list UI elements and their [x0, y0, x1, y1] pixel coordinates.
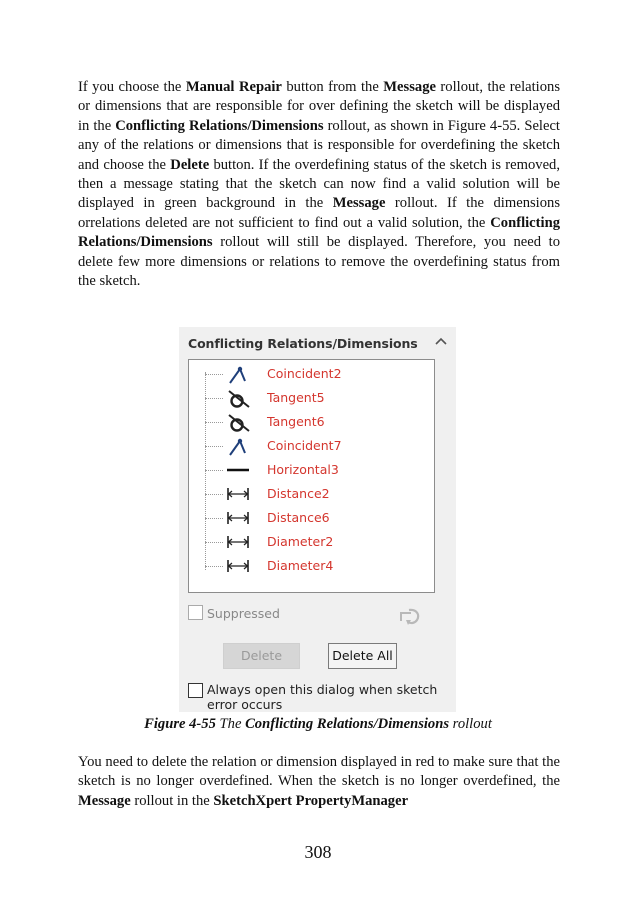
- tangent-icon: [225, 411, 265, 433]
- list-item[interactable]: [205, 531, 425, 553]
- text-run: button. If the overdefining status of the sketch is removed, then a message stating that the sketch can now find a valid solution will be displayed in green background in the: [78, 156, 560, 212]
- distance-icon: [225, 555, 265, 577]
- item-label: Horizontal3: [267, 462, 339, 477]
- bold-term: Conflicting Relations/Dimensions: [245, 716, 450, 732]
- item-label: Tangent6: [267, 414, 325, 429]
- coincident-icon: [225, 435, 265, 457]
- item-label: Coincident7: [267, 438, 342, 453]
- figure-caption: Figure 4-55 The Conflicting Relations/Dimensions rollout: [144, 716, 492, 732]
- bold-term: Message: [383, 79, 436, 95]
- item-label: Distance6: [267, 510, 330, 525]
- bold-term: Conflicting Relations/Dimensions: [115, 117, 324, 134]
- item-label: Coincident2: [267, 366, 342, 381]
- page-number: 308: [304, 842, 332, 862]
- text-run: button from the: [281, 79, 384, 95]
- rollout-title: Conflicting Relations/Dimensions: [188, 336, 418, 351]
- text-run: You need to delete the relation or dimension displayed in red to make sure that the sketch is no longer overdefined. When the sketch is no longer overdefined, the: [78, 754, 560, 790]
- horizontal-icon: [225, 459, 265, 481]
- delete-button[interactable]: Delete: [223, 643, 300, 669]
- relations-list[interactable]: [188, 359, 435, 593]
- item-label: Diameter4: [267, 558, 334, 573]
- tangent-icon: [225, 387, 265, 409]
- text-run: If you choose the: [78, 79, 186, 95]
- bold-term: Conflicting Relations/Dimensions: [78, 214, 560, 251]
- suppressed-label: Suppressed: [207, 606, 280, 621]
- item-label: Tangent5: [267, 390, 325, 405]
- list-item[interactable]: [205, 411, 425, 433]
- distance-icon: [225, 483, 265, 505]
- body-paragraph-2: [78, 753, 560, 811]
- text-run: rollout, the relations or dimensions that are responsible for over defining the sketch will be displayed in the: [78, 79, 561, 134]
- list-item[interactable]: [205, 483, 425, 505]
- chevron-up-icon[interactable]: [434, 335, 448, 347]
- bold-term: SketchXpert PropertyManager: [213, 792, 409, 809]
- text-run: rollout in the: [130, 792, 214, 809]
- coincident-icon: [225, 363, 265, 385]
- always-open-label: Always open this dialog when sketch error occurs: [207, 682, 438, 712]
- list-item[interactable]: [205, 555, 425, 577]
- undo-suppress-icon[interactable]: [397, 605, 423, 627]
- list-item[interactable]: [205, 507, 425, 529]
- conflicting-relations-rollout: [179, 327, 456, 712]
- bold-term: Message: [78, 792, 131, 809]
- text-run: rollout will still be displayed. Therefore, you need to delete few more dimensions or relations to remove the overdefining status from the sketch.: [78, 234, 560, 290]
- item-label: Diameter2: [267, 534, 334, 549]
- text-run: rollout. If the dimensions orrelations deleted are not sufficient to find out a valid solution, the: [78, 195, 560, 231]
- item-label: Distance2: [267, 486, 330, 501]
- text-run: rollout, as shown in Figure 4-55. Select any of the relations or dimensions that is responsible for overdefining the sketch and choose the: [78, 117, 560, 173]
- bold-term: Delete: [170, 156, 210, 173]
- distance-icon: [225, 531, 265, 553]
- delete-all-button[interactable]: Delete All: [328, 643, 397, 669]
- list-item[interactable]: [205, 363, 425, 385]
- list-item[interactable]: [205, 387, 425, 409]
- bold-term: Message: [332, 195, 386, 212]
- distance-icon: [225, 507, 265, 529]
- always-open-checkbox[interactable]: [188, 683, 203, 698]
- list-item[interactable]: [205, 459, 425, 481]
- figure-number: Figure 4-55: [144, 716, 216, 732]
- body-paragraph-1: [78, 78, 560, 291]
- suppressed-checkbox[interactable]: [188, 605, 203, 620]
- bold-term: Manual Repair: [185, 79, 282, 95]
- list-item[interactable]: [205, 435, 425, 457]
